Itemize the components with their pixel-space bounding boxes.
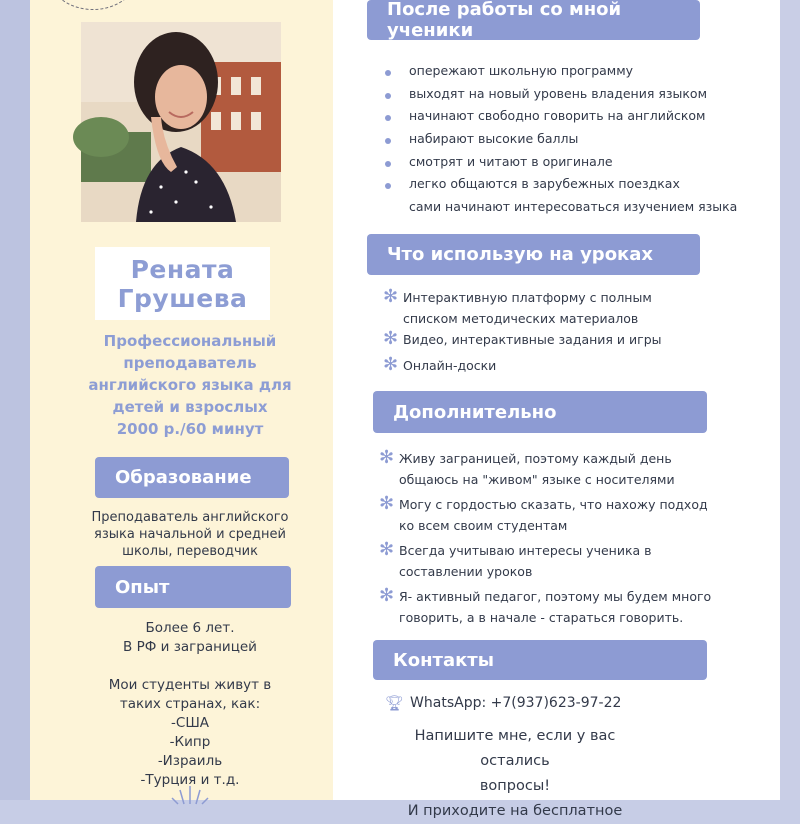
profile-photo xyxy=(81,22,281,222)
experience-line: -Кипр xyxy=(169,734,211,750)
subtitle-line: Профессиональный xyxy=(103,332,277,350)
name-card xyxy=(95,247,270,320)
experience-line: В РФ и заграницей xyxy=(123,639,257,655)
education-line: Преподаватель английского xyxy=(91,510,289,525)
background-right xyxy=(780,0,800,800)
contact-note xyxy=(380,724,650,824)
subtitle-line: преподаватель xyxy=(123,354,257,372)
bullet-dot-icon xyxy=(385,115,391,121)
list-item: начинают свободно говорить на английском xyxy=(382,107,737,130)
list-item: смотрят и читают в оригинале xyxy=(382,153,737,176)
profile-photo-image xyxy=(81,22,281,222)
experience-line: таких странах, как: xyxy=(119,696,261,712)
tools-list xyxy=(383,287,662,376)
results-title: После работы со мной ученики xyxy=(387,0,622,41)
extra-list xyxy=(379,448,711,628)
sparkle-decoration-icon xyxy=(160,784,220,804)
asterisk-icon: ✻ xyxy=(383,354,399,375)
background-left xyxy=(0,0,30,800)
whatsapp-number: WhatsApp: +7(937)623-97-22 xyxy=(410,695,622,711)
asterisk-icon: ✻ xyxy=(379,585,395,606)
list-item: набирают высокие баллы xyxy=(382,130,737,153)
experience-header xyxy=(95,566,291,608)
list-item: выходят на новый уровень владения языком xyxy=(382,85,737,108)
note-line: И приходите на бесплатное xyxy=(407,803,623,819)
list-item: ✻ Живу заграницей, поэтому каждый день общаюсь на "живом" языке с носителями xyxy=(379,447,675,487)
experience-line: Более 6 лет. xyxy=(145,620,235,636)
last-name: Грушева xyxy=(117,284,248,313)
list-item: ✻ Могу с гордостью сказать, что нахожу подход ко всем своим студентам xyxy=(379,493,708,533)
asterisk-icon: ✻ xyxy=(379,493,395,514)
experience-text xyxy=(80,619,300,790)
list-item: ✻ Всегда учитываю интересы ученика в составлении уроков xyxy=(379,539,652,579)
results-header xyxy=(367,0,700,40)
bullet-dot-icon xyxy=(385,138,391,144)
note-line: вопросы! xyxy=(479,778,551,794)
asterisk-icon: ✻ xyxy=(383,328,399,349)
profile-subtitle xyxy=(80,330,300,440)
list-item: ✻ Онлайн-доски xyxy=(383,354,497,375)
tools-title: Что использую на уроках xyxy=(387,244,654,265)
results-list xyxy=(382,62,737,221)
list-item: ✻ Я- активный педагог, поэтому мы будем много говорить, а в начале - стараться говорить. xyxy=(379,585,712,625)
bullet-dot-icon xyxy=(385,161,391,167)
list-item: опережают школьную программу xyxy=(382,62,737,85)
education-title: Образование xyxy=(115,467,252,488)
subtitle-line: английского языка для xyxy=(88,376,292,394)
education-header xyxy=(95,457,289,498)
tools-header xyxy=(367,234,700,275)
list-item: ✻ Видео, интерактивные задания и игры xyxy=(383,328,662,349)
bullet-dot-icon xyxy=(385,93,391,99)
asterisk-icon: ✻ xyxy=(379,539,395,560)
list-item: ✻ Интерактивную платформу с полным списком методических материалов xyxy=(383,286,652,326)
experience-title: Опыт xyxy=(115,576,170,598)
experience-line xyxy=(80,657,300,676)
experience-line: -США xyxy=(171,715,209,731)
experience-line: -Турция и т.д. xyxy=(140,772,240,788)
extra-header xyxy=(373,391,707,433)
note-line: Напишите мне, если у вас остались xyxy=(414,728,616,769)
asterisk-icon: ✻ xyxy=(383,286,399,307)
first-name: Рената xyxy=(130,255,235,284)
bullet-dot-icon xyxy=(385,183,391,189)
experience-line: -Израиль xyxy=(157,753,223,769)
education-text xyxy=(80,509,300,560)
contacts-header xyxy=(373,640,707,680)
education-line: языка начальной и средней xyxy=(94,527,286,542)
trophy-icon: 🏆︎ xyxy=(385,694,405,712)
subtitle-line: детей и взрослых xyxy=(112,398,268,416)
experience-line: Мои студенты живут в xyxy=(108,677,272,693)
whatsapp-contact[interactable] xyxy=(385,694,621,712)
bullet-dot-icon xyxy=(385,70,391,76)
contacts-title: Контакты xyxy=(393,649,495,671)
list-item: сами начинают интересоваться изучением языка xyxy=(409,199,738,215)
asterisk-icon: ✻ xyxy=(379,447,395,468)
price-line: 2000 р./60 минут xyxy=(116,420,264,438)
education-line: школы, переводчик xyxy=(122,544,258,559)
extra-title: Дополнительно xyxy=(393,401,557,423)
list-item: легко общаются в зарубежных поездках xyxy=(382,175,737,198)
